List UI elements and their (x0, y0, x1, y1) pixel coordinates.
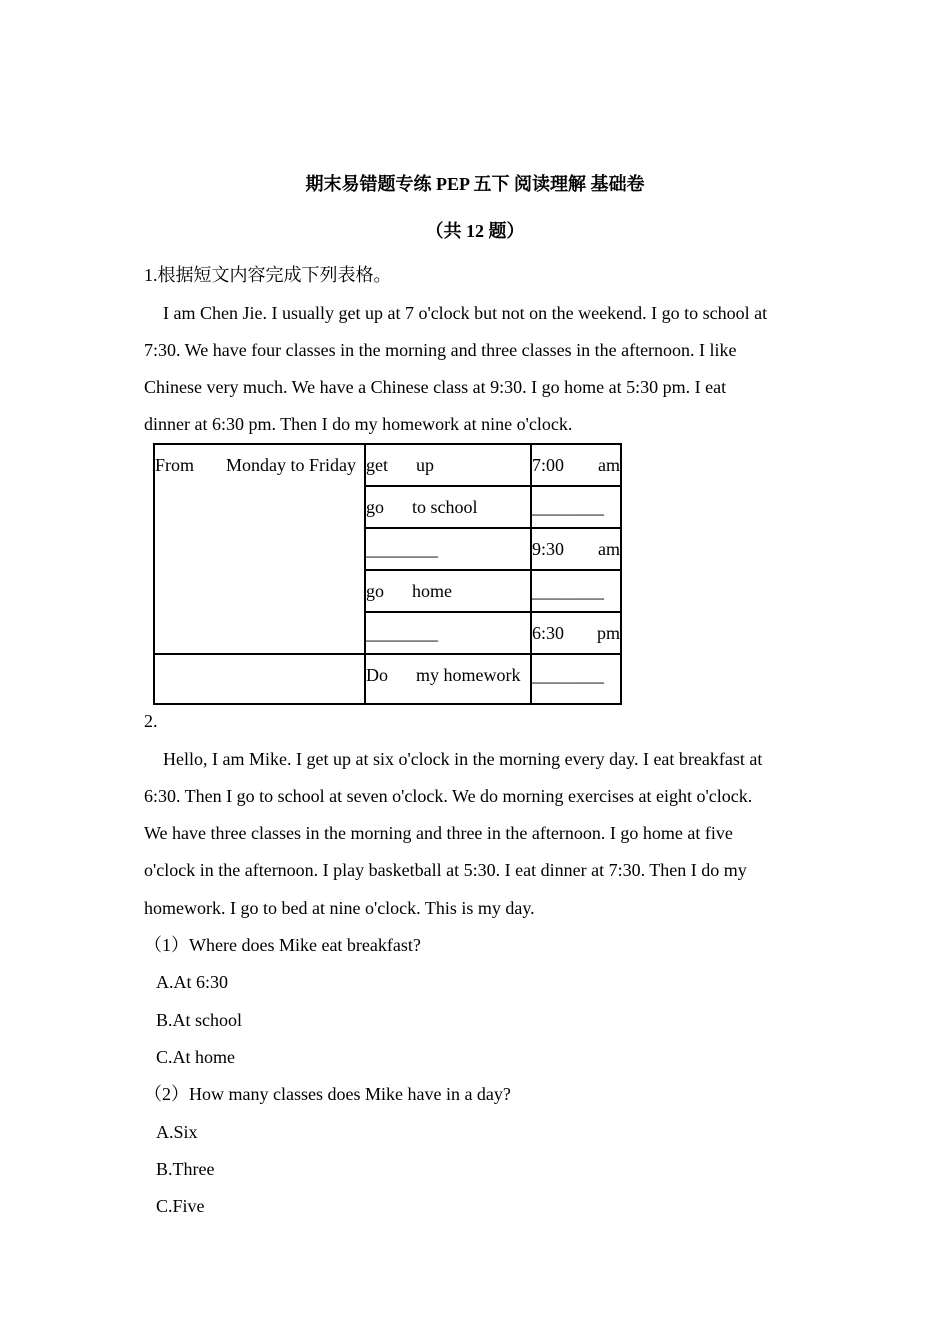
answer-blank[interactable]: ________ (532, 497, 604, 517)
activity-word: go (366, 497, 384, 517)
q1-passage-line: 7:30. We have four classes in the morning and three classes in the afternoon. I like (144, 340, 737, 360)
activity-word: to school (412, 497, 478, 517)
time-value: 7:00 (532, 455, 565, 475)
time-cell (531, 486, 621, 528)
q1-passage-line: I am Chen Jie. I usually get up at 7 o'clock but not on the weekend. I go to school at (163, 303, 768, 323)
time-period: am (598, 539, 620, 559)
option-b[interactable]: B.Three (156, 1159, 215, 1179)
activity-cell (365, 612, 531, 654)
activity-cell (365, 444, 531, 486)
activity-word: get (366, 455, 388, 475)
activity-cell (365, 528, 531, 570)
answer-blank[interactable]: ________ (532, 665, 604, 685)
q2-passage-line: Hello, I am Mike. I get up at six o'clock in the morning every day. I eat breakfast at (163, 749, 763, 769)
empty-cell (154, 654, 365, 704)
activity-word: up (416, 455, 434, 475)
activity-word: home (412, 581, 452, 601)
period-from: From (155, 455, 195, 475)
time-cell (531, 570, 621, 612)
option-c[interactable]: C.Five (156, 1196, 205, 1216)
option-c[interactable]: C.At home (156, 1047, 235, 1067)
schedule-table (153, 443, 622, 705)
table-row (154, 444, 621, 486)
time-cell (531, 444, 621, 486)
q2-passage-line: We have three classes in the morning and three in the afternoon. I go home at five (144, 823, 733, 843)
q1-instruction: 1.根据短文内容完成下列表格。 (144, 265, 392, 285)
answer-blank[interactable]: ________ (366, 623, 438, 643)
q2-number: 2. (144, 711, 158, 731)
q1-passage-line: Chinese very much. We have a Chinese class at 9:30. I go home at 5:30 pm. I eat (144, 377, 727, 397)
time-cell (531, 612, 621, 654)
activity-word: go (366, 581, 384, 601)
time-cell (531, 528, 621, 570)
time-cell (531, 654, 621, 704)
time-period: am (598, 455, 620, 475)
time-value: 6:30 (532, 623, 565, 643)
time-value: 9:30 (532, 539, 565, 559)
option-a[interactable]: A.At 6:30 (156, 972, 228, 992)
page-subtitle: （共 12 题） (425, 221, 525, 241)
activity-cell (365, 654, 531, 704)
q2-sub2-question: （2）How many classes does Mike have in a day? (144, 1084, 511, 1104)
q2-passage-line: homework. I go to bed at nine o'clock. This is my day. (144, 898, 535, 918)
page-title: 期末易错题专练 PEP 五下 阅读理解 基础卷 (305, 174, 645, 194)
answer-blank[interactable]: ________ (366, 539, 438, 559)
answer-blank[interactable]: ________ (532, 581, 604, 601)
table-row (154, 654, 621, 704)
activity-word: my homework (416, 665, 521, 685)
period-days: Monday to Friday (226, 455, 357, 475)
option-a[interactable]: A.Six (156, 1122, 198, 1142)
activity-word: Do (366, 665, 388, 685)
q2-passage-line: 6:30. Then I go to school at seven o'clock. We do morning exercises at eight o'clock. (144, 786, 753, 806)
q1-passage-line: dinner at 6:30 pm. Then I do my homework at nine o'clock. (144, 414, 573, 434)
option-b[interactable]: B.At school (156, 1010, 243, 1030)
period-cell (154, 444, 365, 654)
activity-cell (365, 486, 531, 528)
q2-passage-line: o'clock in the afternoon. I play basketball at 5:30. I eat dinner at 7:30. Then I do my (144, 860, 747, 880)
time-period: pm (596, 623, 620, 643)
q2-sub1-question: （1）Where does Mike eat breakfast? (144, 935, 421, 955)
activity-cell (365, 570, 531, 612)
